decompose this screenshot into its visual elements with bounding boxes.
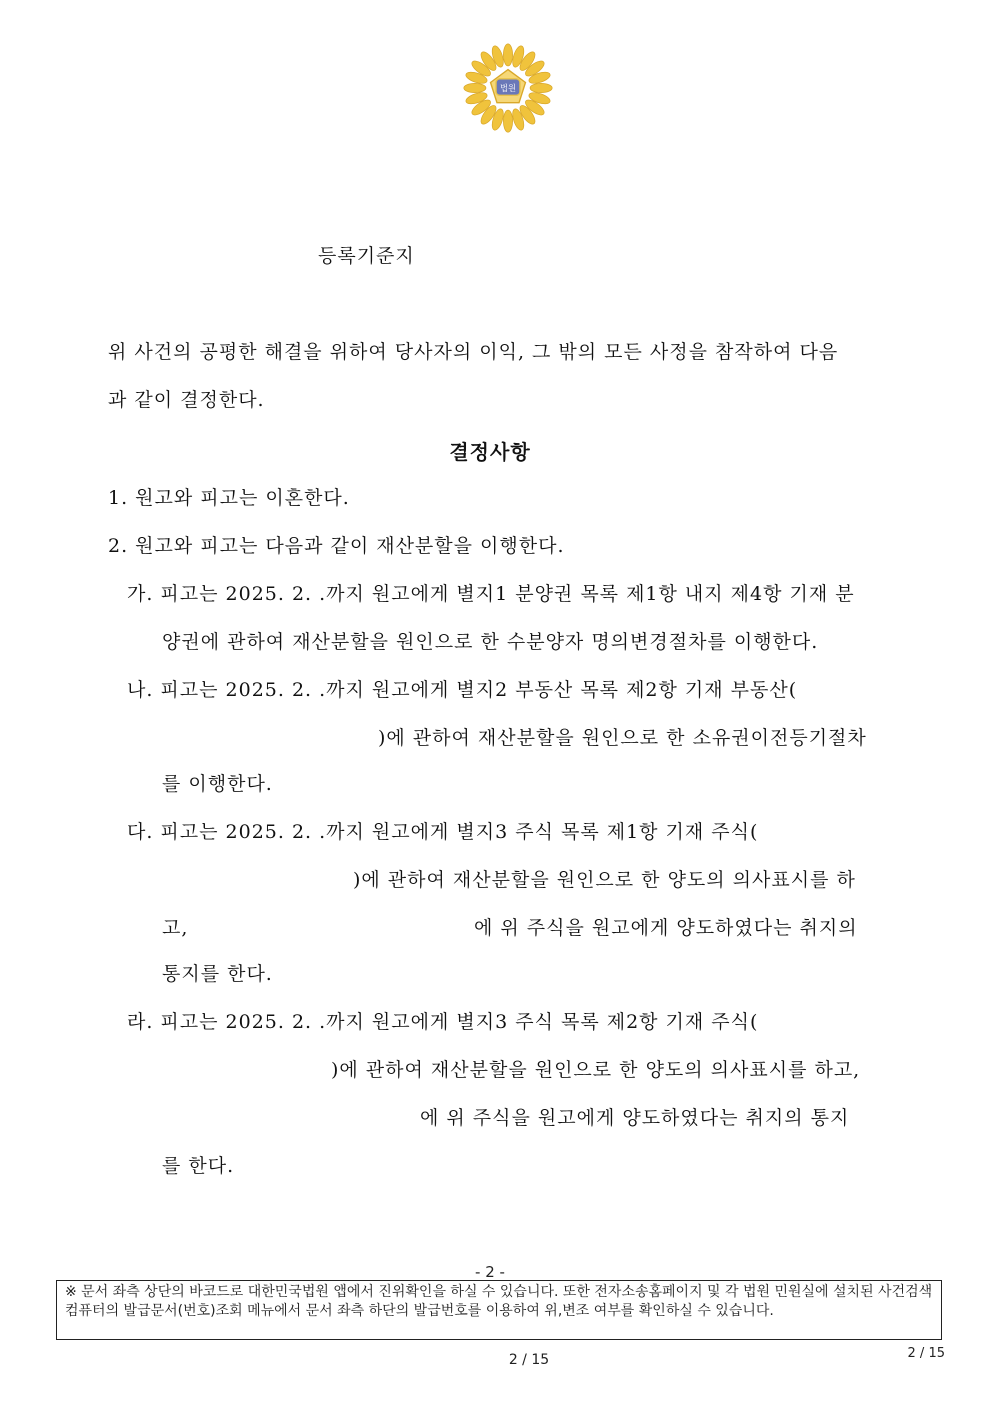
item-2: 2. 원고와 피고는 다음과 같이 재산분할을 이행한다. bbox=[108, 535, 565, 557]
emblem-petal bbox=[530, 83, 552, 92]
item-na-line-1: 나. 피고는 2025. 2. .까지 원고에게 별지2 부동산 목록 제2항 기재 부동산( bbox=[127, 679, 798, 701]
verification-notice: ※ 문서 좌측 상단의 바코드로 대한민국법원 앱에서 진위확인을 하실 수 있습니다. 또한 전자소송홈페이지 및 각 법원 민원실에 설치된 사건검색 컴퓨터의 발급문서(번호)조회 메뉴에서 문서 좌측 하단의 발급번호를 이용하여 위,변조 여부를 확인하실 수 있습니다. bbox=[56, 1280, 942, 1340]
intro-line-1: 위 사건의 공평한 해결을 위하여 당사자의 이익, 그 밖의 모든 사정을 참작하여 다음 bbox=[108, 341, 839, 363]
item-ra-line-2: )에 관하여 재산분할을 원인으로 한 양도의 의사표시를 하고, bbox=[331, 1059, 861, 1081]
emblem-petal bbox=[503, 110, 512, 132]
section-title: 결정사항 bbox=[449, 440, 531, 464]
item-da-line-4: 통지를 한다. bbox=[162, 963, 273, 985]
page-number: - 2 - bbox=[475, 1263, 505, 1281]
item-da-line-2: )에 관하여 재산분할을 원인으로 한 양도의 의사표시를 하 bbox=[353, 869, 856, 891]
registry-label: 등록기준지 bbox=[318, 245, 415, 267]
item-ra-line-1: 라. 피고는 2025. 2. .까지 원고에게 별지3 주식 목록 제2항 기재 주식( bbox=[127, 1011, 759, 1033]
item-na-line-2: )에 관하여 재산분할을 원인으로 한 소유권이전등기절차 bbox=[378, 727, 867, 749]
item-na-line-3: 를 이행한다. bbox=[162, 773, 273, 795]
item-ga-line-1: 가. 피고는 2025. 2. .까지 원고에게 별지1 분양권 목록 제1항 내지 제4항 기재 분 bbox=[127, 583, 855, 605]
item-1: 1. 원고와 피고는 이혼한다. bbox=[108, 487, 350, 509]
page-count-right: 2 / 15 bbox=[907, 1346, 945, 1361]
item-da-line-3a: 고, bbox=[162, 917, 189, 939]
court-emblem-logo bbox=[462, 42, 554, 134]
intro-line-2: 과 같이 결정한다. bbox=[108, 389, 265, 411]
item-ra-line-4: 를 한다. bbox=[162, 1155, 235, 1177]
item-ra-line-3: 에 위 주식을 원고에게 양도하였다는 취지의 통지 bbox=[420, 1107, 850, 1129]
emblem-petal bbox=[503, 44, 512, 66]
item-da-line-1: 다. 피고는 2025. 2. .까지 원고에게 별지3 주식 목록 제1항 기재 주식( bbox=[127, 821, 759, 843]
item-da-line-3b: 에 위 주식을 원고에게 양도하였다는 취지의 bbox=[474, 917, 858, 939]
emblem-petal bbox=[464, 83, 486, 92]
item-ga-line-2: 양권에 관하여 재산분할을 원인으로 한 수분양자 명의변경절차를 이행한다. bbox=[162, 631, 819, 653]
emblem-text: 법원 bbox=[500, 82, 516, 93]
page-count-center: 2 / 15 bbox=[508, 1352, 550, 1368]
